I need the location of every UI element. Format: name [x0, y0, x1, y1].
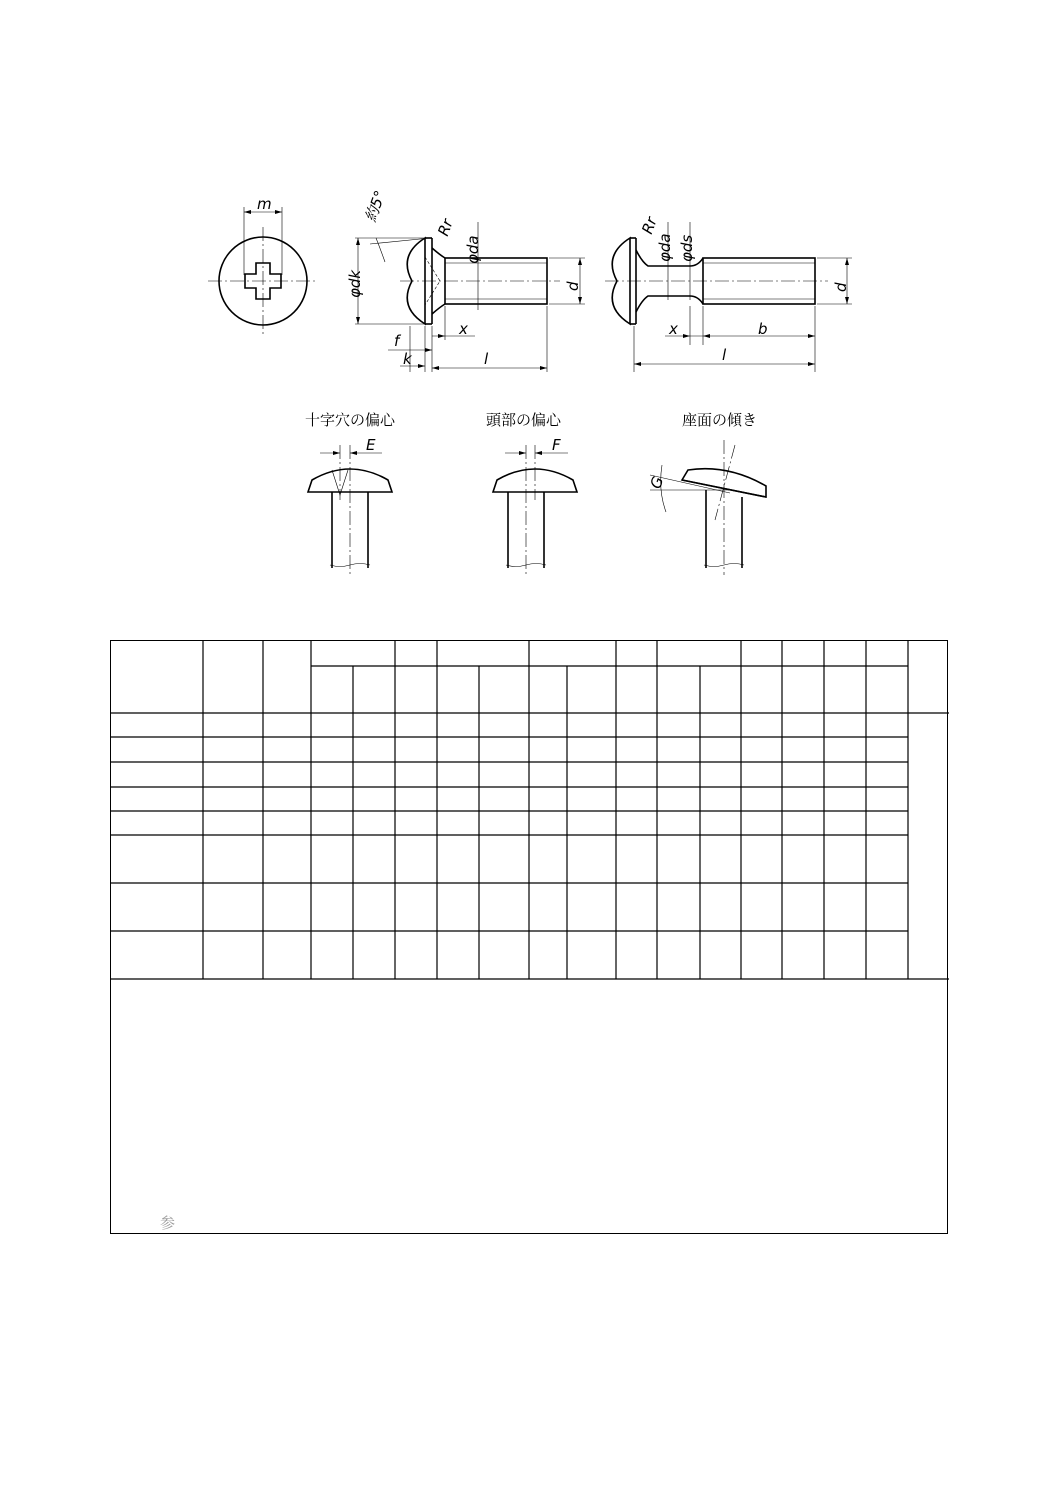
label-da-1: φda — [464, 235, 482, 264]
label-x-2: x — [669, 320, 678, 338]
label-x-1: x — [459, 320, 468, 338]
label-F: F — [552, 436, 561, 454]
label-k: k — [403, 350, 412, 368]
label-f: f — [394, 332, 400, 350]
side-view-reduced-shank — [605, 222, 852, 372]
label-dk: φdk — [346, 269, 364, 298]
caption-cross-recess-eccentricity: 十字穴の偏心 — [305, 411, 396, 429]
dimension-table — [110, 640, 948, 1234]
cross-recess-eccentricity-figure — [308, 445, 392, 575]
label-angle: 約5° — [361, 188, 390, 225]
head-eccentricity-figure — [493, 445, 577, 575]
label-d-2: d — [832, 282, 850, 292]
label-ds: φds — [678, 234, 696, 262]
table-grid — [111, 641, 949, 1235]
label-m: m — [257, 195, 272, 213]
label-rr-1: Rr — [434, 216, 457, 239]
label-E: E — [366, 436, 376, 454]
caption-bearing-face-inclination: 座面の傾き — [682, 411, 758, 429]
label-da-2: φda — [656, 233, 674, 262]
label-G: G — [646, 473, 668, 492]
table-footnote: 参 — [160, 1214, 176, 1232]
label-l-1: l — [484, 350, 489, 368]
caption-head-eccentricity: 頭部の偏心 — [486, 411, 562, 429]
label-l-2: l — [722, 346, 727, 364]
label-d-1: d — [564, 281, 582, 291]
bearing-face-inclination-figure — [650, 440, 766, 575]
top-view — [208, 207, 318, 335]
label-b: b — [758, 320, 768, 338]
screw-dimension-drawing — [0, 0, 1058, 620]
label-rr-2: Rr — [638, 214, 661, 237]
